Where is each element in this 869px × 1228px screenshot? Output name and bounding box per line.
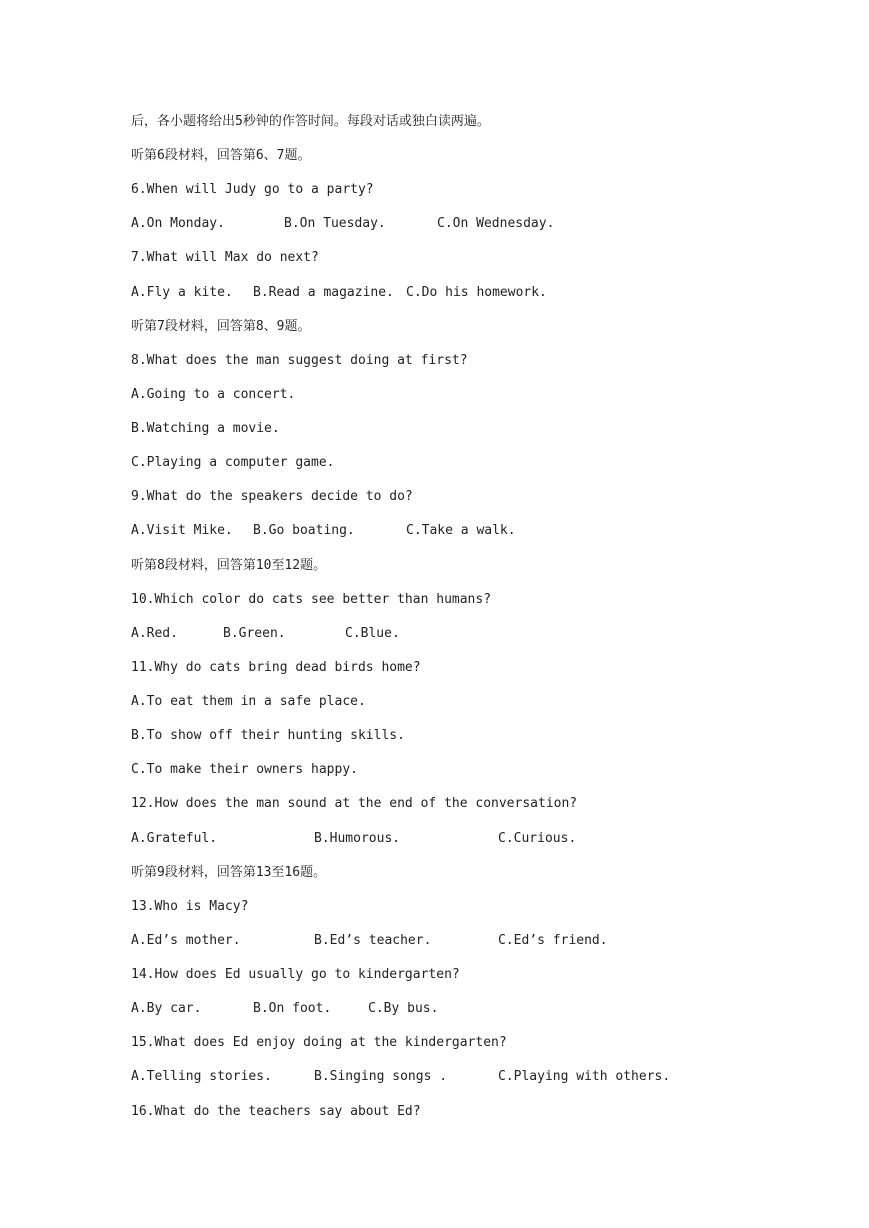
question-9: 9.What do the speakers decide to do? (131, 489, 413, 504)
option-7c: C.Do his homework. (406, 285, 547, 300)
section-heading-7: 听第7段材料，回答第8、9题。 (131, 319, 311, 334)
question-14: 14.How does Ed usually go to kindergarten? (131, 967, 460, 982)
option-15a: A.Telling stories. (131, 1069, 272, 1084)
question-12: 12.How does the man sound at the end of the conversation? (131, 796, 578, 811)
option-13a: A.Ed’s mother. (131, 933, 241, 948)
question-7: 7.What will Max do next? (131, 250, 319, 265)
option-8c: C.Playing a computer game. (131, 455, 335, 470)
option-11a: A.To eat them in a safe place. (131, 694, 366, 709)
section-heading-9: 听第9段材料，回答第13至16题。 (131, 865, 327, 880)
option-14b: B.On foot. (253, 1001, 332, 1016)
option-6a: A.On Monday. (131, 216, 225, 231)
option-6c: C.On Wednesday. (437, 216, 555, 231)
option-12c: C.Curious. (498, 831, 577, 846)
option-11b: B.To show off their hunting skills. (131, 728, 405, 743)
question-11: 11.Why do cats bring dead birds home? (131, 660, 421, 675)
section-heading-8: 听第8段材料，回答第10至12题。 (131, 558, 327, 573)
question-16: 16.What do the teachers say about Ed? (131, 1104, 421, 1119)
options-row-10 (131, 626, 400, 642)
option-8a: A.Going to a concert. (131, 387, 296, 402)
option-11c: C.To make their owners happy. (131, 762, 358, 777)
options-row-6 (131, 216, 555, 232)
question-15: 15.What does Ed enjoy doing at the kindergarten? (131, 1035, 507, 1050)
option-7a: A.Fly a kite. (131, 285, 233, 300)
question-13: 13.Who is Macy? (131, 899, 249, 914)
option-13b: B.Ed’s teacher. (314, 933, 432, 948)
option-12a: A.Grateful. (131, 831, 218, 846)
options-row-12 (131, 831, 577, 847)
options-row-9 (131, 523, 516, 539)
option-14a: A.By car. (131, 1001, 202, 1016)
options-row-7 (131, 285, 547, 301)
option-10b: B.Green. (223, 626, 286, 641)
option-6b: B.On Tuesday. (284, 216, 386, 231)
question-6: 6.When will Judy go to a party? (131, 182, 374, 197)
option-15c: C.Playing with others. (498, 1069, 671, 1084)
option-13c: C.Ed’s friend. (498, 933, 608, 948)
option-8b: B.Watching a movie. (131, 421, 280, 436)
option-9b: B.Go boating. (253, 523, 355, 538)
option-9a: A.Visit Mike. (131, 523, 233, 538)
option-9c: C.Take a walk. (406, 523, 516, 538)
option-15b: B.Singing songs . (314, 1069, 448, 1084)
question-8: 8.What does the man suggest doing at first? (131, 353, 468, 368)
options-row-13 (131, 933, 608, 949)
question-10: 10.Which color do cats see better than humans? (131, 592, 492, 607)
option-10c: C.Blue. (345, 626, 400, 641)
intro-text: 后，各小题将给出5秒钟的作答时间。每段对话或独白读两遍。 (131, 114, 490, 129)
options-row-14 (131, 1001, 439, 1017)
option-14c: C.By bus. (368, 1001, 439, 1016)
option-7b: B.Read a magazine. (253, 285, 394, 300)
section-heading-6: 听第6段材料，回答第6、7题。 (131, 148, 311, 163)
option-12b: B.Humorous. (314, 831, 401, 846)
option-10a: A.Red. (131, 626, 178, 641)
options-row-15 (131, 1069, 671, 1085)
